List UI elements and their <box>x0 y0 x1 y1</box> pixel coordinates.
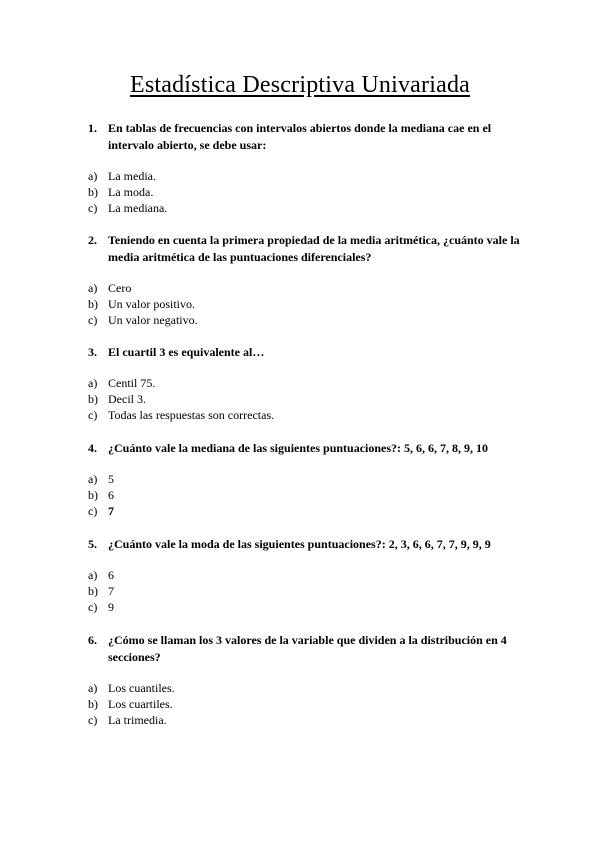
option-letter: c) <box>88 600 98 614</box>
option-letter: c) <box>88 408 98 422</box>
option-b <box>88 296 528 312</box>
option-b <box>88 583 528 599</box>
option-a <box>88 680 528 696</box>
option-c <box>88 599 528 615</box>
option-letter: c) <box>88 313 98 327</box>
option-text: Decil 3. <box>108 392 146 406</box>
options-list <box>88 280 528 328</box>
option-a <box>88 375 528 391</box>
question-number: 1. <box>88 121 97 135</box>
option-letter: a) <box>88 472 98 486</box>
question-2 <box>88 232 528 328</box>
option-a <box>88 280 528 296</box>
option-text: 7 <box>108 504 114 518</box>
question-text: El cuartil 3 es equivalente al… <box>108 345 265 359</box>
document-title: Estadística Descriptiva Univariada <box>129 72 470 98</box>
option-letter: b) <box>88 584 98 598</box>
option-text: 7 <box>108 584 114 598</box>
option-text: La moda. <box>108 185 154 199</box>
option-letter: c) <box>88 201 98 215</box>
options-list <box>88 168 528 216</box>
option-text: Un valor positivo. <box>108 297 195 311</box>
option-text: La mediana. <box>108 201 168 215</box>
question-number: 5. <box>88 537 97 551</box>
option-c <box>88 712 528 728</box>
option-b <box>88 184 528 200</box>
question-text: ¿Cuánto vale la moda de las siguientes puntuaciones?: 2, 3, 6, 6, 7, 7, 9, 9, 9 <box>108 537 491 551</box>
option-text: 6 <box>108 568 114 582</box>
option-letter: b) <box>88 392 98 406</box>
option-text: Un valor negativo. <box>108 313 198 327</box>
option-letter: b) <box>88 488 98 502</box>
options-list <box>88 471 528 519</box>
option-b <box>88 391 528 407</box>
option-letter: c) <box>88 713 98 727</box>
option-b <box>88 696 528 712</box>
option-text: La trimedia. <box>108 713 167 727</box>
option-a <box>88 567 528 583</box>
option-letter: a) <box>88 681 98 695</box>
question-text: ¿Cuánto vale la mediana de las siguientes puntuaciones?: 5, 6, 6, 7, 8, 9, 10 <box>108 441 489 455</box>
options-list <box>88 375 528 423</box>
option-text: 9 <box>108 600 114 614</box>
option-letter: a) <box>88 568 98 582</box>
option-text: Centil 75. <box>108 376 156 390</box>
option-b <box>88 487 528 503</box>
option-a <box>88 471 528 487</box>
question-3 <box>88 344 528 423</box>
option-c <box>88 503 528 519</box>
option-text: 5 <box>108 472 114 486</box>
question-6 <box>88 632 528 728</box>
question-text: Teniendo en cuenta la primera propiedad de la media aritmética, ¿cuánto vale la media aritmética de las puntuaciones diferenciales? <box>108 233 520 264</box>
question-text: ¿Cómo se llaman los 3 valores de la variable que dividen a la distribución en 4 secciones? <box>108 633 507 664</box>
question-number: 3. <box>88 345 97 359</box>
option-letter: a) <box>88 281 98 295</box>
option-a <box>88 168 528 184</box>
option-text: Todas las respuestas son correctas. <box>108 408 275 422</box>
question-text: En tablas de frecuencias con intervalos abiertos donde la mediana cae en el intervalo abierto, se debe usar: <box>108 121 492 152</box>
option-c <box>88 312 528 328</box>
question-4 <box>88 440 528 519</box>
option-letter: b) <box>88 297 98 311</box>
options-list <box>88 680 528 728</box>
option-text: Los cuartiles. <box>108 697 173 711</box>
question-5 <box>88 536 528 615</box>
option-text: 6 <box>108 488 114 502</box>
question-number: 6. <box>88 633 97 647</box>
option-letter: a) <box>88 169 98 183</box>
option-letter: b) <box>88 697 98 711</box>
option-c <box>88 407 528 423</box>
option-c <box>88 200 528 216</box>
question-number: 4. <box>88 441 97 455</box>
option-text: Cero <box>108 281 132 295</box>
question-1 <box>88 120 528 216</box>
question-number: 2. <box>88 233 97 247</box>
option-text: La media. <box>108 169 156 183</box>
options-list <box>88 567 528 615</box>
option-letter: c) <box>88 504 98 518</box>
option-text: Los cuantiles. <box>108 681 175 695</box>
option-letter: a) <box>88 376 98 390</box>
option-letter: b) <box>88 185 98 199</box>
